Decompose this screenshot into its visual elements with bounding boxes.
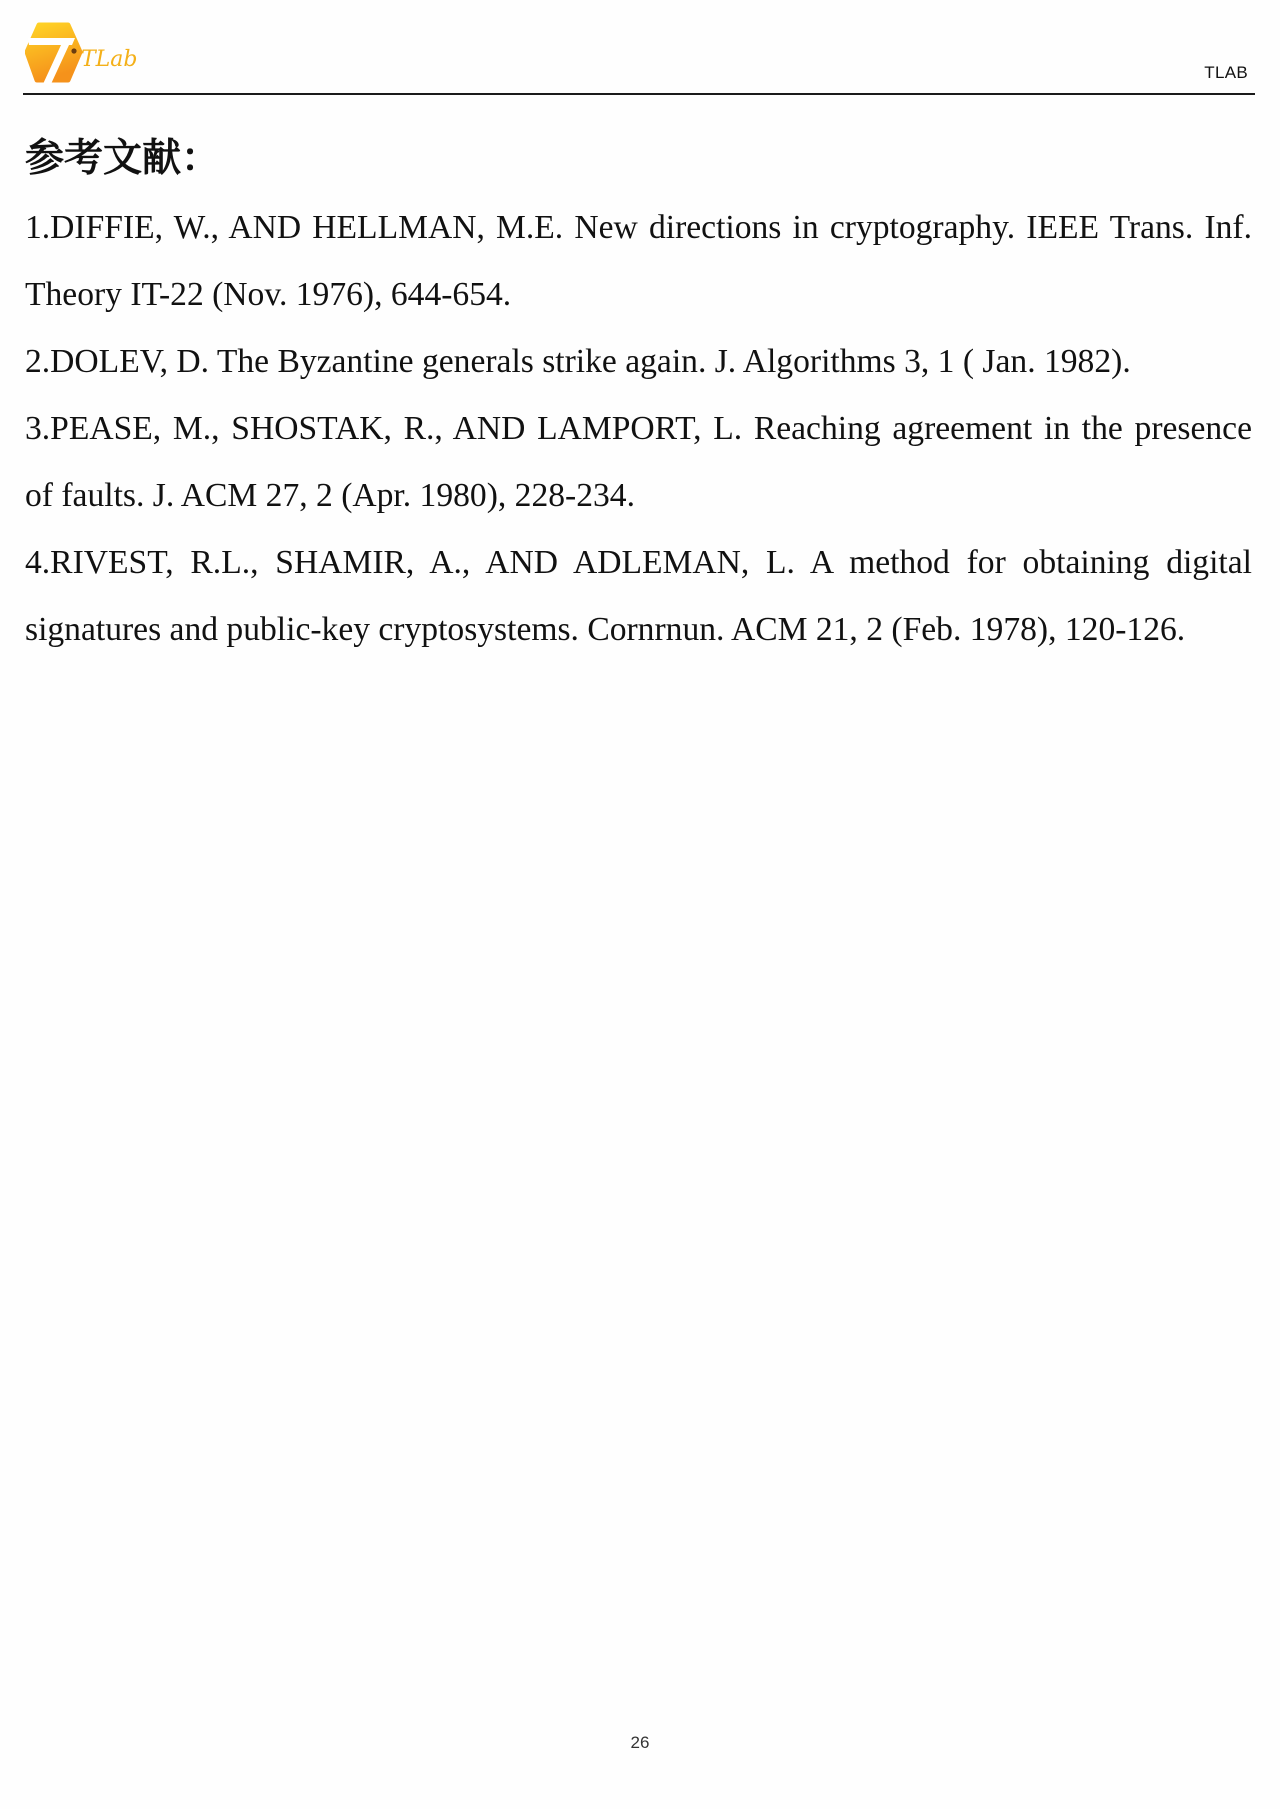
reference-4-line-1: 4.RIVEST, R.L., SHAMIR, A., AND ADLEMAN, L. A method for obtaining digital (25, 544, 1252, 581)
page-title: 参考文献： (25, 136, 221, 181)
reference-4-line-2: signatures and public-key cryptosystems. Cornrnun. ACM 21, 2 (Feb. 1978), 120-126. (25, 611, 1186, 648)
tlab-logo (25, 21, 145, 85)
reference-3-line-1: 3.PEASE, M., SHOSTAK, R., AND LAMPORT, L. Reaching agreement in the presence (25, 410, 1252, 447)
page-number: 26 (630, 1733, 650, 1752)
reference-item-2 (25, 328, 1252, 395)
reference-3-line-2: of faults. J. ACM 27, 2 (Apr. 1980), 228-234. (25, 477, 635, 514)
reference-2-line-1: 2.DOLEV, D. The Byzantine generals strike again. J. Algorithms 3, 1 ( Jan. 1982). (25, 343, 1131, 380)
header-divider (23, 93, 1255, 95)
reference-item-3 (25, 395, 1252, 529)
logo-dot-icon (71, 48, 76, 53)
reference-1-line-2: Theory IT-22 (Nov. 1976), 644-654. (25, 276, 512, 313)
reference-list (25, 194, 1252, 663)
reference-item-1 (25, 194, 1252, 328)
reference-item-4 (25, 529, 1252, 663)
reference-1-line-1: 1.DIFFIE, W., AND HELLMAN, M.E. New directions in cryptography. IEEE Trans. Inf. (25, 209, 1252, 246)
header-brand: TLAB (1204, 63, 1248, 82)
logo-t-bar-shape (28, 38, 75, 45)
logo-wordmark: TLab (81, 47, 138, 72)
